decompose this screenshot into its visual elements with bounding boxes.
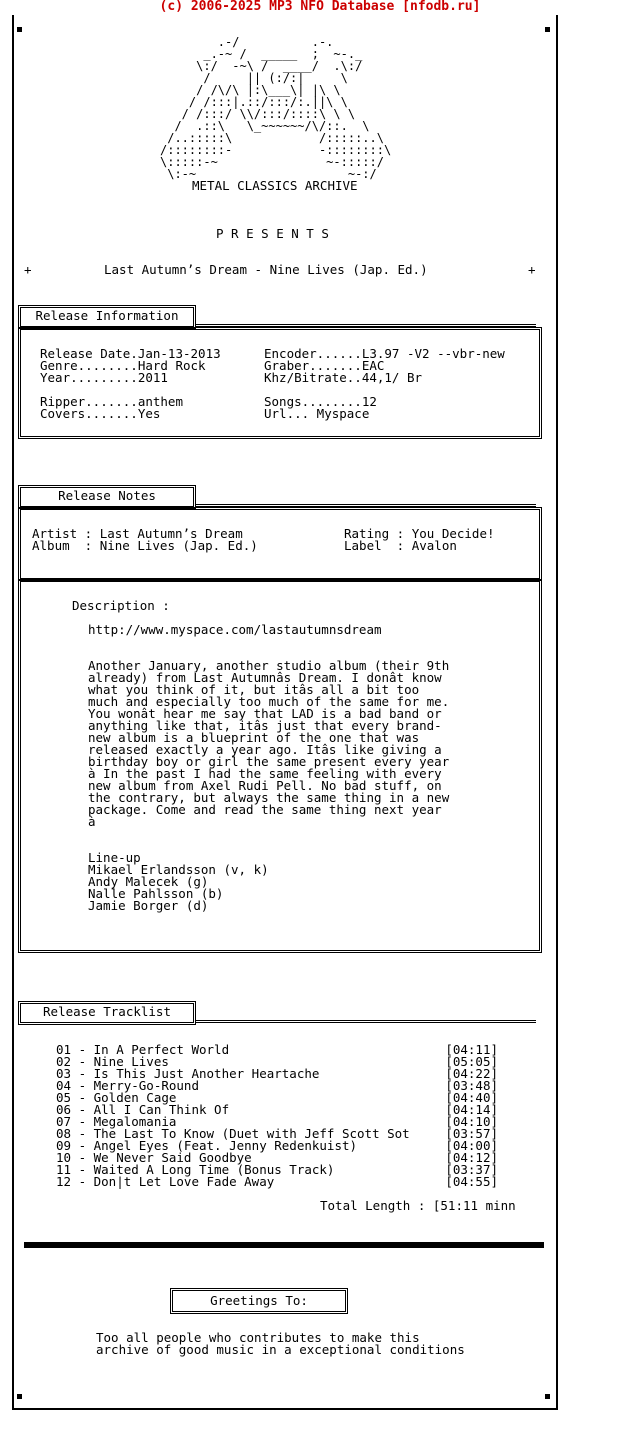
corner-dot [545,27,550,32]
description-line: new album is a blueprint of the one that was [88,730,420,745]
description-line: anything like that, itâs just that every brand- [88,718,442,733]
logo-caption: METAL CLASSICS ARCHIVE [192,178,358,193]
description-line: à [88,814,96,829]
description-line: much and especially too much of the same for me. [88,694,450,709]
track-title: 03 - Is This Just Another Heartache [56,1066,320,1081]
notes-album: Album : Nine Lives (Jap. Ed.) [32,538,258,553]
description-line: Another January, another studio album (their 9th [88,658,450,673]
description-line: what you think of it, but itâs all a bit too [88,682,420,697]
track-duration: [04:10] [445,1114,498,1129]
lineup-member: Mikael Erlandsson (v, k) [88,862,269,877]
lineup-member: Andy Malecek (g) [88,874,209,889]
notes-rating: Rating : You Decide! [344,526,495,541]
plus-left: + [24,262,32,277]
lineup-member: Jamie Borger (d) [88,898,209,913]
lineup-member: Nalle Pahlsson (b) [88,886,224,901]
track-duration: [05:05] [445,1054,498,1069]
notes-artist: Artist : Last Autumn’s Dream [32,526,243,541]
track-title: 12 - Don|t Let Love Fade Away [56,1174,275,1189]
info-genre: Genre........Hard Rock [40,358,206,373]
release-info-tab: Release Information [18,305,196,329]
plus-right: + [528,262,536,277]
tracklist-tab: Release Tracklist [18,1001,196,1025]
corner-dot [17,1394,22,1399]
logo-ascii-art: .-/ .-. _.-~ / _____ ; ~-._ \:/ -~\ / ____/ .\:/ / || (:/:| \ / /\/\ |:\___\| |\ \ / /:::|.::/:::/:.||\ \ / /:::/ \\/:::/::::\ \ \ / .::\ \_~~~~~~/\/::. \ /..:::::\ /:::::..\ /::::::::- -::::::::\ \:::::-~ ~-:::::/ \:-~ ~-:/ [160,35,392,181]
info-url: Url... Myspace [264,406,370,421]
greetings-line: archive of good music in a exceptional conditions [96,1342,465,1357]
track-duration: [04:22] [445,1066,498,1081]
track-title: 06 - All I Can Think Of [56,1102,230,1117]
track-duration: [04:14] [445,1102,498,1117]
notes-label: Label : Avalon [344,538,457,553]
track-row [56,1176,498,1188]
total-length: Total Length : [51:11 minn [320,1198,516,1213]
release-notes-tab: Release Notes [18,485,196,509]
track-title: 10 - We Never Said Goodbye [56,1150,252,1165]
info-encoder: Encoder......L3.97 -V2 --vbr-new [264,346,505,361]
artist-url-link[interactable]: http://www.myspace.com/lastautumnsdream [88,622,382,637]
track-title: 07 - Megalomania [56,1114,177,1129]
description-line: the contrary, but always the same thing in a new [88,790,450,805]
track-title: 01 - In A Perfect World [56,1042,230,1057]
corner-dot [17,27,22,32]
description-line: released exactly a year ago. Itâs like giving a [88,742,442,757]
info-ripper: Ripper.......anthem [40,394,183,409]
track-duration: [03:48] [445,1078,498,1093]
track-duration: [03:57] [445,1126,498,1141]
greetings-line: Too all people who contributes to make this [96,1330,420,1345]
info-year: Year.........2011 [40,370,168,385]
track-duration: [04:00] [445,1138,498,1153]
corner-dot [545,1394,550,1399]
info-covers: Covers.......Yes [40,406,161,421]
description-line: birthday boy or girl the same present every year [88,754,450,769]
site-header[interactable]: (c) 2006-2025 MP3 NFO Database [nfodb.ru] [159,0,481,14]
release-title: Last Autumn’s Dream - Nine Lives (Jap. Ed.) [104,262,428,277]
description-line: package. Come and read the same thing next year [88,802,442,817]
description-line: new album from Axel Rudi Pell. No bad stuff, on [88,778,442,793]
track-title: 05 - Golden Cage [56,1090,177,1105]
track-duration: [04:11] [445,1042,498,1057]
track-title: 09 - Angel Eyes (Feat. Jenny Redenkuist) [56,1138,358,1153]
description-line: à In the past I had the same feeling with every [88,766,442,781]
info-bitrate: Khz/Bitrate..44,1/ Br [264,370,423,385]
info-songs: Songs........12 [264,394,377,409]
description-line: You wonât hear me say that LAD is a bad band or [88,706,442,721]
description-label: Description : [72,598,170,613]
track-duration: [04:55] [445,1174,498,1189]
greetings-tab: Greetings To: [170,1288,348,1314]
track-title: 04 - Merry-Go-Round [56,1078,199,1093]
track-duration: [03:37] [445,1162,498,1177]
description-line: already) from Last Autumnâs Dream. I donât know [88,670,442,685]
divider-bar [24,1242,544,1248]
track-duration: [04:40] [445,1090,498,1105]
presents-heading: P R E S E N T S [216,226,329,241]
track-duration: [04:12] [445,1150,498,1165]
info-release-date: Release Date.Jan-13-2013 [40,346,221,361]
track-title: 11 - Waited A Long Time (Bonus Track) [56,1162,335,1177]
track-title: 08 - The Last To Know (Duet with Jeff Scott Sot [56,1126,410,1141]
lineup-heading: Line-up [88,850,141,865]
info-graber: Graber.......EAC [264,358,385,373]
track-title: 02 - Nine Lives [56,1054,169,1069]
